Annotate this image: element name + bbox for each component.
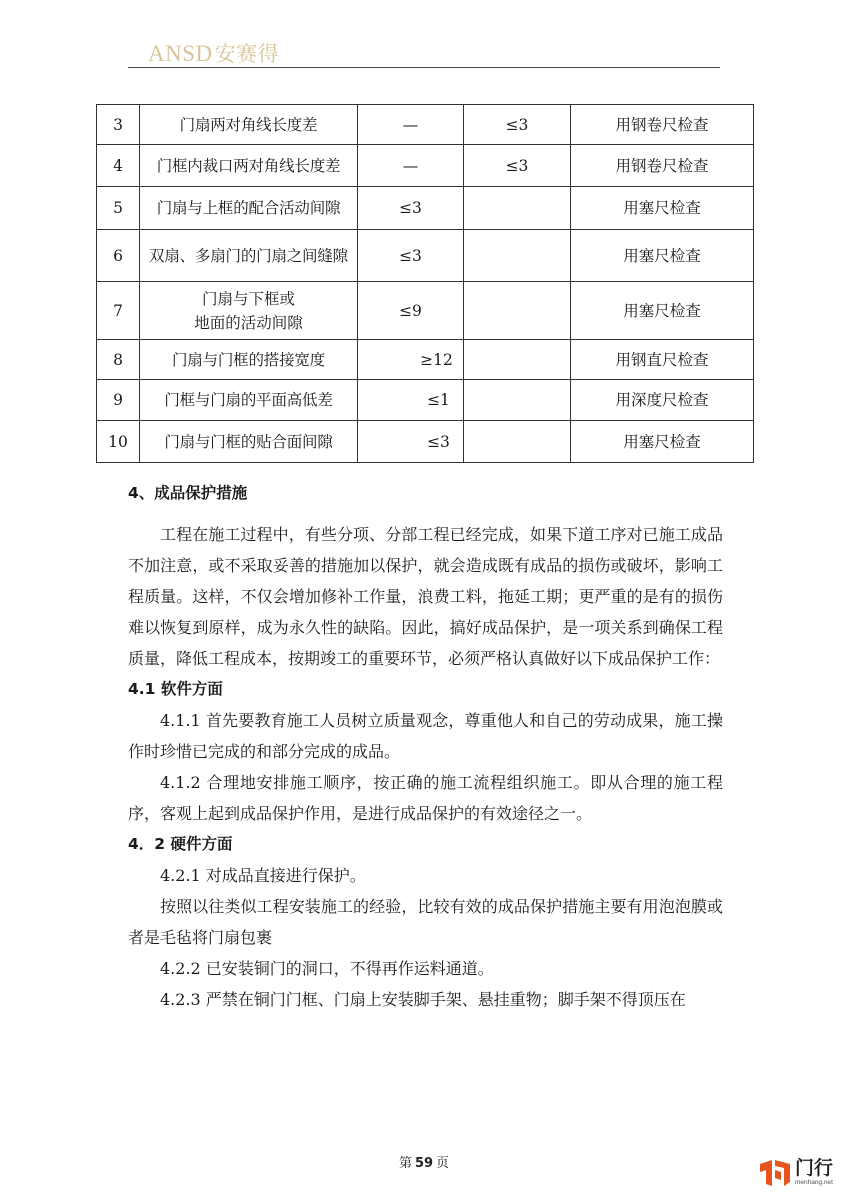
logo-latin: ANSD (148, 41, 213, 66)
row-item-line: 地面的活动间隙 (194, 313, 303, 332)
page-suffix: 页 (436, 1156, 450, 1171)
row-item: 门框与门扇的平面高低差 (140, 380, 358, 421)
table-row (97, 105, 754, 145)
row-method: 用塞尺检查 (571, 421, 754, 463)
paragraph: 工程在施工过程中，有些分项、分部工程已经完成，如果下道工序对已施工成品不加注意，或不采取妥善的措施加以保护，就会造成既有成品的损伤或破坏，影响工程质量。这样，不仅会增加修补工作量，浪费工料，拖延工期；更严重的是有的损伤难以恢复到原样，成为永久性的缺陷。因此，搞好成品保护，是一项关系到确保工程质量，降低工程成本，按期竣工的重要环节，必须严格认真做好以下成品保护工作： (128, 525, 723, 668)
header-rule (128, 67, 720, 68)
subsection-heading: 4.1 软件方面 (128, 680, 223, 698)
watermark-url: menhang.net (795, 1179, 833, 1187)
page-number: 59 (414, 1156, 434, 1171)
row-item (140, 282, 358, 340)
row-value-1: — (358, 145, 464, 187)
row-number: 8 (97, 340, 140, 380)
row-value-2: ≤3 (464, 105, 571, 145)
row-value-1: ≤1 (358, 380, 464, 421)
table-row (97, 145, 754, 187)
row-number: 6 (97, 230, 140, 282)
paragraph: 4.2.2 已安装铜门的洞口，不得再作运料通道。 (160, 959, 494, 978)
row-value-2 (464, 340, 571, 380)
row-value-1: ≤3 (358, 230, 464, 282)
row-number: 3 (97, 105, 140, 145)
row-value-2 (464, 421, 571, 463)
paragraph: 4.2.3 严禁在铜门门框、门扇上安装脚手架、悬挂重物；脚手架不得顶压在 (160, 990, 686, 1009)
row-method: 用深度尺检查 (571, 380, 754, 421)
row-method: 用塞尺检查 (571, 230, 754, 282)
watermark (758, 1158, 833, 1188)
row-item: 门扇与门框的贴合面间隙 (140, 421, 358, 463)
row-number: 7 (97, 282, 140, 340)
row-method: 用钢卷尺检查 (571, 105, 754, 145)
table-row (97, 380, 754, 421)
row-method: 用塞尺检查 (571, 282, 754, 340)
row-value-2 (464, 380, 571, 421)
row-value-2 (464, 187, 571, 230)
paragraph: 4.2.1 对成品直接进行保护。 (160, 866, 366, 885)
row-number: 9 (97, 380, 140, 421)
row-item-line: 门扇与下框或 (201, 289, 295, 308)
tolerance-table (96, 104, 754, 463)
row-method: 用钢直尺检查 (571, 340, 754, 380)
row-number: 4 (97, 145, 140, 187)
row-value-2 (464, 282, 571, 340)
row-item: 门扇与上框的配合活动间隙 (140, 187, 358, 230)
body-content (128, 478, 723, 1015)
row-number: 5 (97, 187, 140, 230)
table-row (97, 187, 754, 230)
row-item: 门扇与门框的搭接宽度 (140, 340, 358, 380)
page-footer (0, 1152, 848, 1171)
table-row (97, 230, 754, 282)
row-item: 双扇、多扇门的门扇之间缝隙 (140, 230, 358, 282)
row-number: 10 (97, 421, 140, 463)
table-row (97, 421, 754, 463)
watermark-logo-icon (758, 1158, 792, 1188)
row-value-1: ≤9 (358, 282, 464, 340)
row-value-1: ≤3 (358, 187, 464, 230)
page-prefix: 第 (398, 1156, 412, 1171)
row-item: 门框内裁口两对角线长度差 (140, 145, 358, 187)
section-heading: 4、成品保护措施 (128, 484, 248, 502)
logo-chinese: 安赛得 (214, 42, 280, 66)
paragraph: 4.1.2 合理地安排施工顺序，按正确的施工流程组织施工。即从合理的施工程序，客观上起到成品保护作用，是进行成品保护的有效途径之一。 (128, 773, 723, 823)
row-value-1: ≥12 (358, 340, 464, 380)
row-value-2: ≤3 (464, 145, 571, 187)
row-value-2 (464, 230, 571, 282)
row-method: 用钢卷尺检查 (571, 145, 754, 187)
row-value-1: ≤3 (358, 421, 464, 463)
table-row (97, 340, 754, 380)
subsection-heading: 4．2 硬件方面 (128, 835, 233, 853)
watermark-text: 门行 (795, 1157, 834, 1180)
paragraph: 按照以往类似工程安装施工的经验，比较有效的成品保护措施主要有用泡泡膜或者是毛毡将门扇包裹 (128, 897, 723, 947)
company-logo (148, 38, 279, 68)
table-row (97, 282, 754, 340)
paragraph: 4.1.1 首先要教育施工人员树立质量观念，尊重他人和自己的劳动成果，施工操作时珍惜已完成的和部分完成的成品。 (128, 711, 723, 761)
row-item: 门扇两对角线长度差 (140, 105, 358, 145)
row-method: 用塞尺检查 (571, 187, 754, 230)
row-value-1: — (358, 105, 464, 145)
